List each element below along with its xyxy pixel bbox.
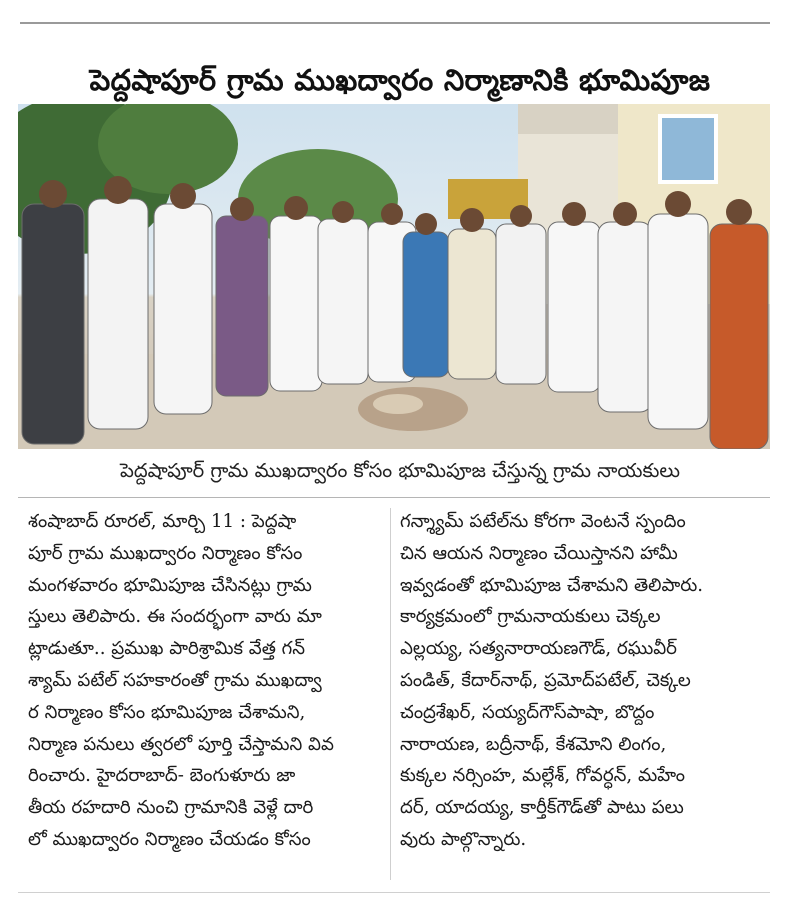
body-line: శంషాబాద్ రూరల్, మార్చి 11 : పెద్దషా	[28, 511, 297, 532]
body-line: కుక్కల నర్సింహ, మల్లేశ్, గోవర్ధన్, మహేం	[400, 765, 685, 787]
body-line: పండిత్, కేదార్‌నాథ్, ప్రమోద్‌పటేల్, చెక్కల	[400, 669, 691, 691]
column-divider	[390, 508, 391, 880]
body-line: తీయ రహదారి నుంచి గ్రామానికి వెళ్లే దారి	[28, 797, 314, 819]
article-body-right-column	[400, 506, 766, 856]
body-line: కార్యక్రమంలో గ్రామనాయకులు చెక్కల	[400, 606, 661, 628]
photo-caption: పెద్దషాపూర్ గ్రామ ముఖద్వారం కోసం భూమిపూజ చేస్తున్న గ్రామ నాయకులు	[119, 459, 680, 482]
top-divider	[20, 22, 770, 24]
body-line: గన్శ్యామ్ పటేల్‌ను కోరగా వెంటనే స్పందిం	[400, 511, 686, 532]
bottom-divider	[18, 892, 770, 893]
body-line: ర నిర్మాణం కోసం భూమిపూజ చేశామని,	[28, 701, 306, 723]
body-line: చిన ఆయన నిర్మాణం చేయిస్తానని హామీ	[400, 542, 678, 564]
article-body-left-column	[28, 506, 394, 856]
article-headline: పెద్దషాపూర్ గ్రామ ముఖద్వారం నిర్మాణానికి భూమిపూజ	[89, 63, 711, 98]
body-line: చంద్రశేఖర్, సయ్యద్‌గౌస్‌పాషా, బొద్దం	[400, 701, 655, 723]
article-photo	[18, 104, 770, 449]
body-line: వురు పాల్గొన్నారు.	[400, 828, 527, 850]
body-line: మంగళవారం భూమిపూజ చేసినట్లు గ్రామ	[28, 574, 312, 596]
body-line: నారాయణ, బద్రీనాథ్, కేశమోని లింగం,	[400, 733, 667, 755]
body-line: పూర్ గ్రామ ముఖద్వారం నిర్మాణం కోసం	[28, 542, 303, 564]
body-line: ఎల్లయ్య, సత్యనారాయణగౌడ్, రఘువీర్	[400, 638, 677, 660]
body-line: నిర్మాణ పనులు త్వరలో పూర్తి చేస్తామని వివ	[28, 733, 334, 755]
caption-divider	[18, 497, 770, 498]
body-line: దర్, యాదయ్య, కార్తీక్‌గౌడ్‌తో పాటు పలు	[400, 797, 684, 819]
body-line: స్తులు తెలిపారు. ఈ సందర్భంగా వారు మా	[28, 606, 322, 628]
body-line: ఇవ్వడంతో భూమిపూజ చేశామని తెలిపారు.	[400, 574, 704, 596]
body-line: రించారు. హైదరాబాద్- బెంగుళూరు జా	[28, 765, 296, 787]
group-photo-illustration	[18, 104, 770, 449]
body-line: ట్లాడుతూ.. ప్రముఖ పారిశ్రామిక వేత్త గన్	[28, 638, 306, 660]
body-line: శ్యామ్ పటేల్ సహకారంతో గ్రామ ముఖద్వా	[28, 669, 322, 691]
body-line: లో ముఖద్వారం నిర్మాణం చేయడం కోసం	[28, 828, 311, 850]
